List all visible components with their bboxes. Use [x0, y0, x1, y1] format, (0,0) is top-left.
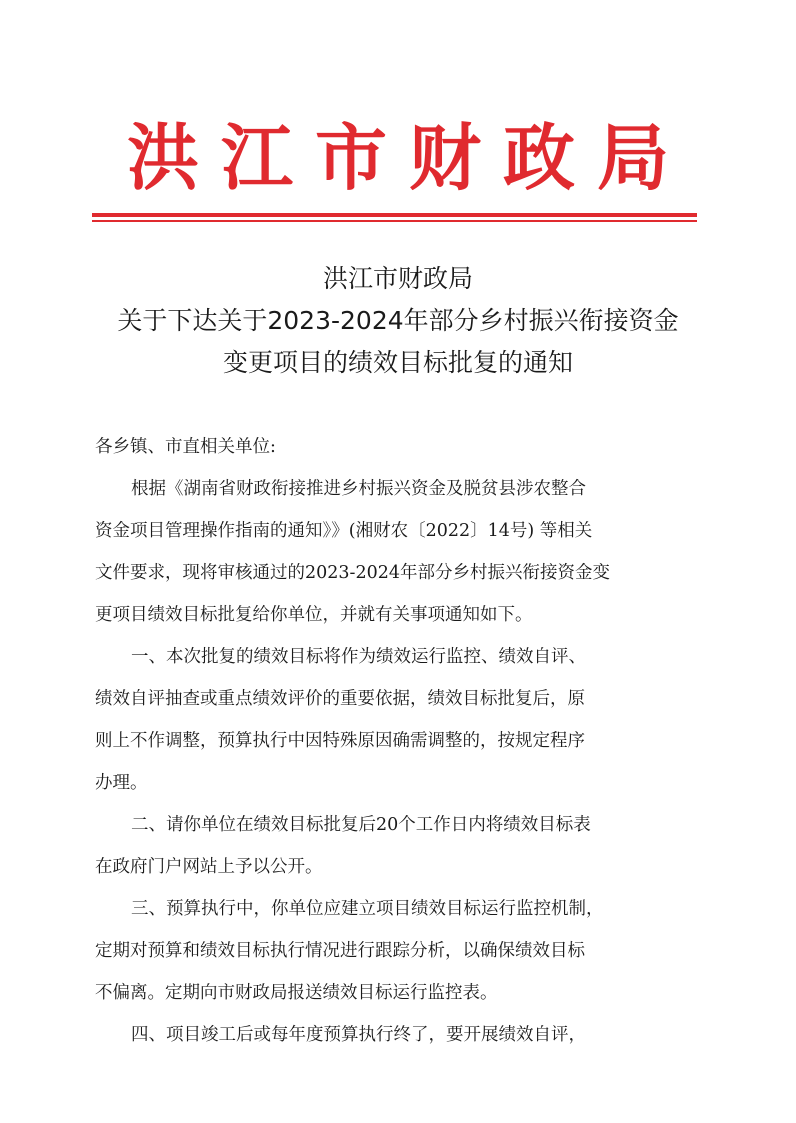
masthead-rule-thin	[92, 220, 697, 222]
paragraph-line: 办理。	[95, 773, 148, 793]
salutation: 各乡镇、市直相关单位:	[95, 437, 276, 457]
masthead-title: 洪江市财政局	[126, 115, 691, 200]
paragraph-line: 二、请你单位在绩效目标批复后20个工作日内将绩效目标表	[131, 815, 591, 835]
paragraph-line: 更项目绩效目标批复给你单位，并就有关事项通知如下。	[95, 605, 533, 625]
title-line-2: 关于下达关于2023-2024年部分乡村振兴衔接资金	[117, 306, 679, 335]
paragraph-item-1	[95, 636, 700, 804]
paragraph-line: 三、预算执行中，你单位应建立项目绩效目标运行监控机制，	[131, 899, 604, 919]
paragraph-line: 文件要求，现将审核通过的2023-2024年部分乡村振兴衔接资金变	[95, 563, 610, 583]
paragraph-line: 根据《湖南省财政衔接推进乡村振兴资金及脱贫县涉农整合	[131, 479, 586, 499]
paragraph-line: 一、本次批复的绩效目标将作为绩效运行监控、绩效自评、	[131, 647, 586, 667]
paragraph-line: 在政府门户网站上予以公开。	[95, 857, 323, 877]
paragraph-item-2	[95, 804, 700, 888]
paragraph-item-4	[95, 1014, 700, 1056]
paragraph-line: 四、项目竣工后或每年度预算执行终了，要开展绩效自评，	[131, 1025, 586, 1045]
paragraph-line: 定期对预算和绩效目标执行情况进行跟踪分析，以确保绩效目标	[95, 941, 585, 961]
paragraph-line: 不偏离。定期向市财政局报送绩效目标运行监控表。	[95, 983, 498, 1003]
paragraph-item-3	[95, 888, 700, 1014]
paragraph-line: 绩效自评抽查或重点绩效评价的重要依据，绩效目标批复后，原	[95, 689, 585, 709]
masthead-rule-thick	[92, 213, 697, 217]
title-line-3: 变更项目的绩效目标批复的通知	[222, 348, 573, 377]
paragraph-line: 资金项目管理操作指南的通知》》(湘财农〔2022〕14号) 等相关	[95, 521, 593, 541]
paragraph-basis	[95, 468, 700, 636]
paragraph-line: 则上不作调整，预算执行中因特殊原因确需调整的，按规定程序	[95, 731, 585, 751]
document-title	[0, 258, 796, 384]
document-body	[95, 426, 700, 1056]
title-line-1: 洪江市财政局	[322, 264, 473, 293]
